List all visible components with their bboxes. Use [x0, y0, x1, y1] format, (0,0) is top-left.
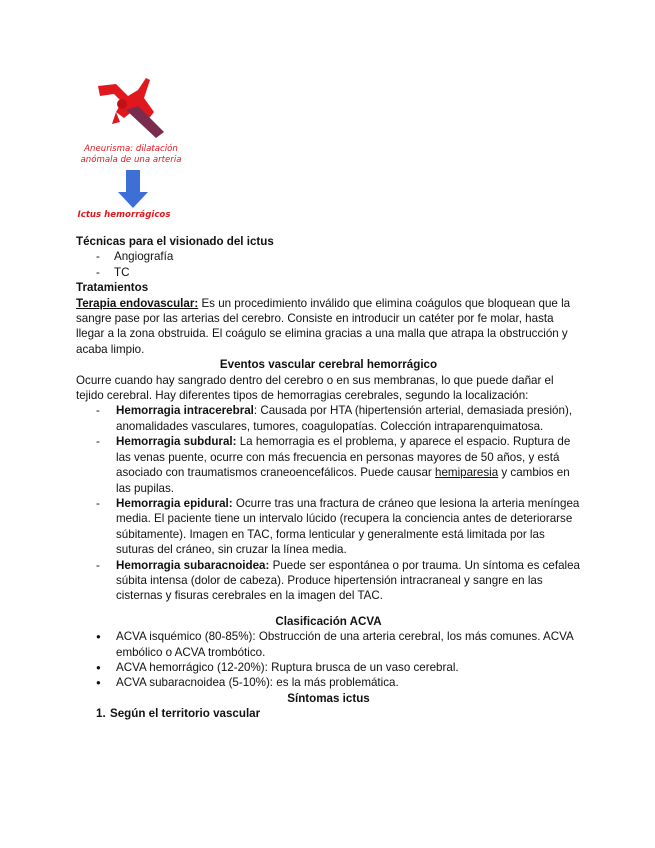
down-arrow-icon: [114, 170, 154, 210]
visionado-heading: Técnicas para el visionado del ictus: [76, 235, 274, 248]
aneurysm-illustration: [76, 72, 196, 144]
eventos-heading: Eventos vascular cerebral hemorrágico: [219, 358, 438, 372]
list-item: - Angiografía: [76, 249, 581, 264]
item-text: Según el territorio vascular: [110, 707, 261, 721]
terapia-text: Es un procedimiento inválido que elimina coágulos que bloquean que la sangre pase por las arterias del cerebro. Consiste en introducir un catéter por fe molar, hasta llegar a la zona obstruida. El coágulo se elimina gracias a una malla que atrapa la obstrucción y acaba limpio.: [76, 296, 571, 356]
item-text: : Causada por HTA (hipertensión arterial, demasiada presión), anomalidades vasculares, tumores, coagulopatías. Colección intraparenquimatosa.: [116, 404, 573, 433]
visionado-list: [76, 249, 581, 280]
list-item: [76, 403, 581, 434]
caption-line-1: Aneurisma: dilatación: [84, 144, 178, 154]
clasificacion-heading: Clasificación ACVA: [275, 614, 382, 628]
sintomas-list: [76, 706, 581, 721]
caption-line-2: anómala de una arteria: [80, 155, 182, 165]
sintomas-heading: Síntomas ictus: [287, 691, 370, 705]
document-body: [76, 234, 581, 722]
terapia-term: Terapia endovascular:: [76, 296, 199, 310]
list-item: - TC: [76, 265, 581, 280]
list-item: [76, 496, 581, 558]
result-label: Ictus hemorrágicos: [77, 210, 171, 220]
list-item: ● ACVA isquémico (80-85%): Obstrucción de una arteria cerebral, los más comunes. ACVA embólico o ACVA trombótico.: [76, 629, 581, 660]
list-item: ● ACVA subaracnoidea (5-10%): es la más problemática.: [76, 675, 581, 690]
figure-caption: [76, 144, 186, 166]
item-text: Puede ser espontánea o por trauma. Un síntoma es cefalea súbita intensa (dolor de cabeza). Produce hipertensión intracraneal y sangre en las cisternas y fisuras cerebrales en la imagen del TAC.: [116, 558, 581, 603]
terapia-paragraph: [76, 296, 581, 358]
list-item: [76, 706, 581, 721]
list-item: [76, 434, 581, 496]
hemiparesia-link[interactable]: hemiparesia: [435, 466, 499, 480]
item-term: Hemorragia intracerebral: [116, 404, 254, 418]
aneurysm-figure: [76, 72, 196, 232]
item-text: y cambios en las pupilas.: [116, 466, 570, 495]
aneurysm-bulge: [117, 99, 127, 109]
item-text: Ocurre tras una fractura de cráneo que lesiona la arteria meníngea media. El paciente tiene un intervalo lúcido (recupera la conciencia antes de deteriorarse súbitamente). Imagen en TAC, forma lenticular y generalmente está limitada por las suturas del cráneo, sin cruzar la línea media.: [116, 496, 580, 557]
list-item: [76, 558, 581, 604]
clasificacion-list: [76, 629, 581, 691]
item-term: Hemorragia subdural:: [116, 435, 237, 449]
item-term: Hemorragia subaracnoidea:: [116, 558, 270, 572]
eventos-intro: Ocurre cuando hay sangrado dentro del cerebro o en sus membranas, lo que puede dañar el tejido cerebral. Hay diferentes tipos de hemorragias cerebrales, segundo la localización:: [76, 373, 554, 403]
item-number: 1.: [96, 707, 106, 721]
list-item: ● ACVA hemorrágico (12-20%): Ruptura brusca de un vaso cerebral.: [76, 660, 581, 675]
hemorragia-list: [76, 403, 581, 603]
tratamientos-heading: Tratamientos: [76, 281, 149, 295]
item-text: La hemorragia es el problema, y aparece el espacio. Ruptura de las venas puente, ocurre con más frecuencia en personas mayores de 50 años, y está asociado con traumatismos craneoencefálicos. Puede causar: [116, 435, 571, 480]
item-term: Hemorragia epidural:: [116, 496, 233, 510]
